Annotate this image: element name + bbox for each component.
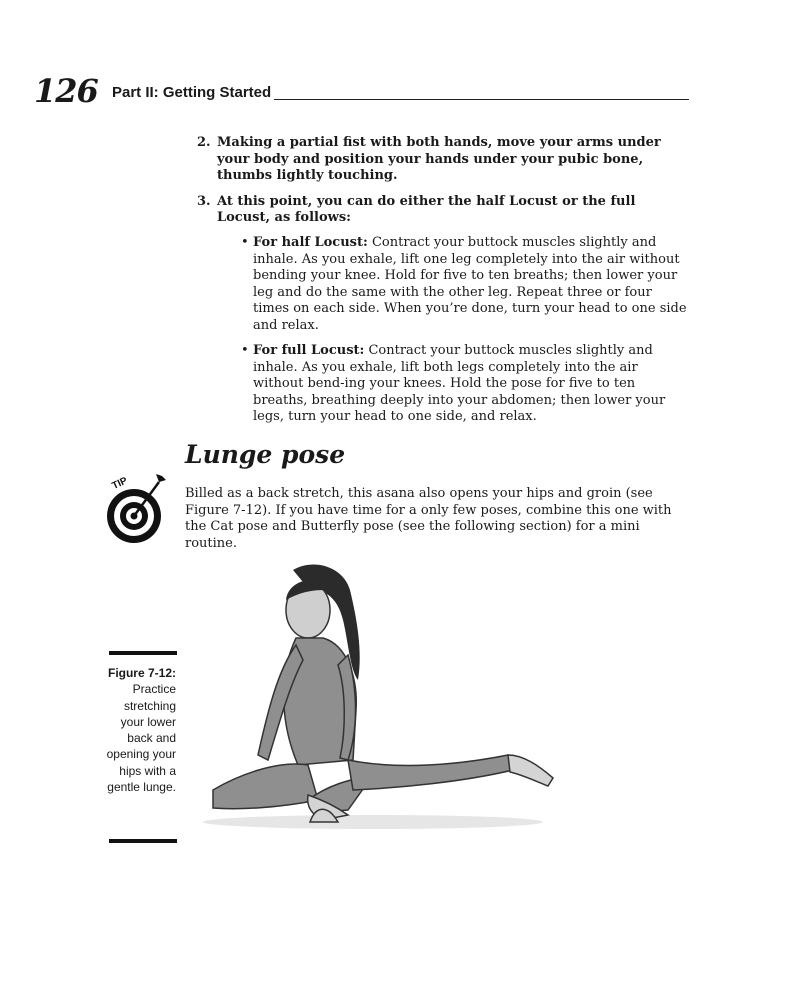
step-number: 3. bbox=[197, 193, 211, 209]
page-number: 126 bbox=[34, 72, 98, 110]
figure-label: Figure 7-12: bbox=[107, 666, 176, 680]
bullet-item bbox=[241, 235, 689, 334]
step-text: At this point, you can do either the half Locust or the full Locust, as follows: bbox=[217, 193, 636, 225]
step-item bbox=[197, 194, 687, 227]
figure-caption-text: Practice stretching your lower back and opening your hips with a gentle lunge. bbox=[106, 682, 176, 795]
tip-paragraph: Billed as a back stretch, this asana also opens your hips and groin (see Figure 7-12). If you have time for a only few poses, combine this one with the Cat pose and Butterfly pose (see the following section) for a mini routine. bbox=[185, 486, 672, 551]
header-rule bbox=[274, 99, 689, 100]
bullet-dot: • bbox=[241, 343, 249, 358]
step-item bbox=[197, 135, 687, 185]
bullet-text: Contract your buttock muscles slightly and inhale. As you exhale, lift both legs completely into the air without bend-ing your knees. Hold the pose for five to ten breaths, breathing deeply into your abdomen; then lower your legs, turn your head to one side, and relax. bbox=[253, 343, 666, 424]
page-header bbox=[34, 70, 689, 110]
bullet-item bbox=[241, 343, 689, 426]
bullet-text: Contract your buttock muscles slightly and inhale. As you exhale, lift one leg completely into the air without bending your knee. Hold for five to ten breaths; then lower your leg and do the same with the other leg. Repeat three or four times on each side. When you’re done, turn your head to one side and relax. bbox=[253, 235, 687, 333]
figure-caption bbox=[100, 665, 176, 795]
tip-target-icon bbox=[104, 470, 168, 546]
lunge-pose-illustration bbox=[198, 560, 568, 850]
bullet-list bbox=[241, 235, 689, 435]
numbered-steps bbox=[197, 135, 687, 236]
part-title: Part II: Getting Started bbox=[112, 84, 272, 101]
caption-rule-top bbox=[109, 651, 177, 655]
step-number: 2. bbox=[197, 135, 211, 150]
tip-label: TIP bbox=[110, 475, 130, 492]
bullet-lead: For full Locust: bbox=[253, 343, 365, 358]
section-heading: Lunge pose bbox=[185, 440, 346, 469]
caption-rule-bottom bbox=[109, 839, 177, 843]
step-text: Making a partial fist with both hands, move your arms under your body and position your hands under your pubic bone, thumbs lightly touching. bbox=[217, 135, 661, 183]
bullet-dot: • bbox=[241, 235, 249, 250]
bullet-lead: For half Locust: bbox=[253, 235, 368, 250]
